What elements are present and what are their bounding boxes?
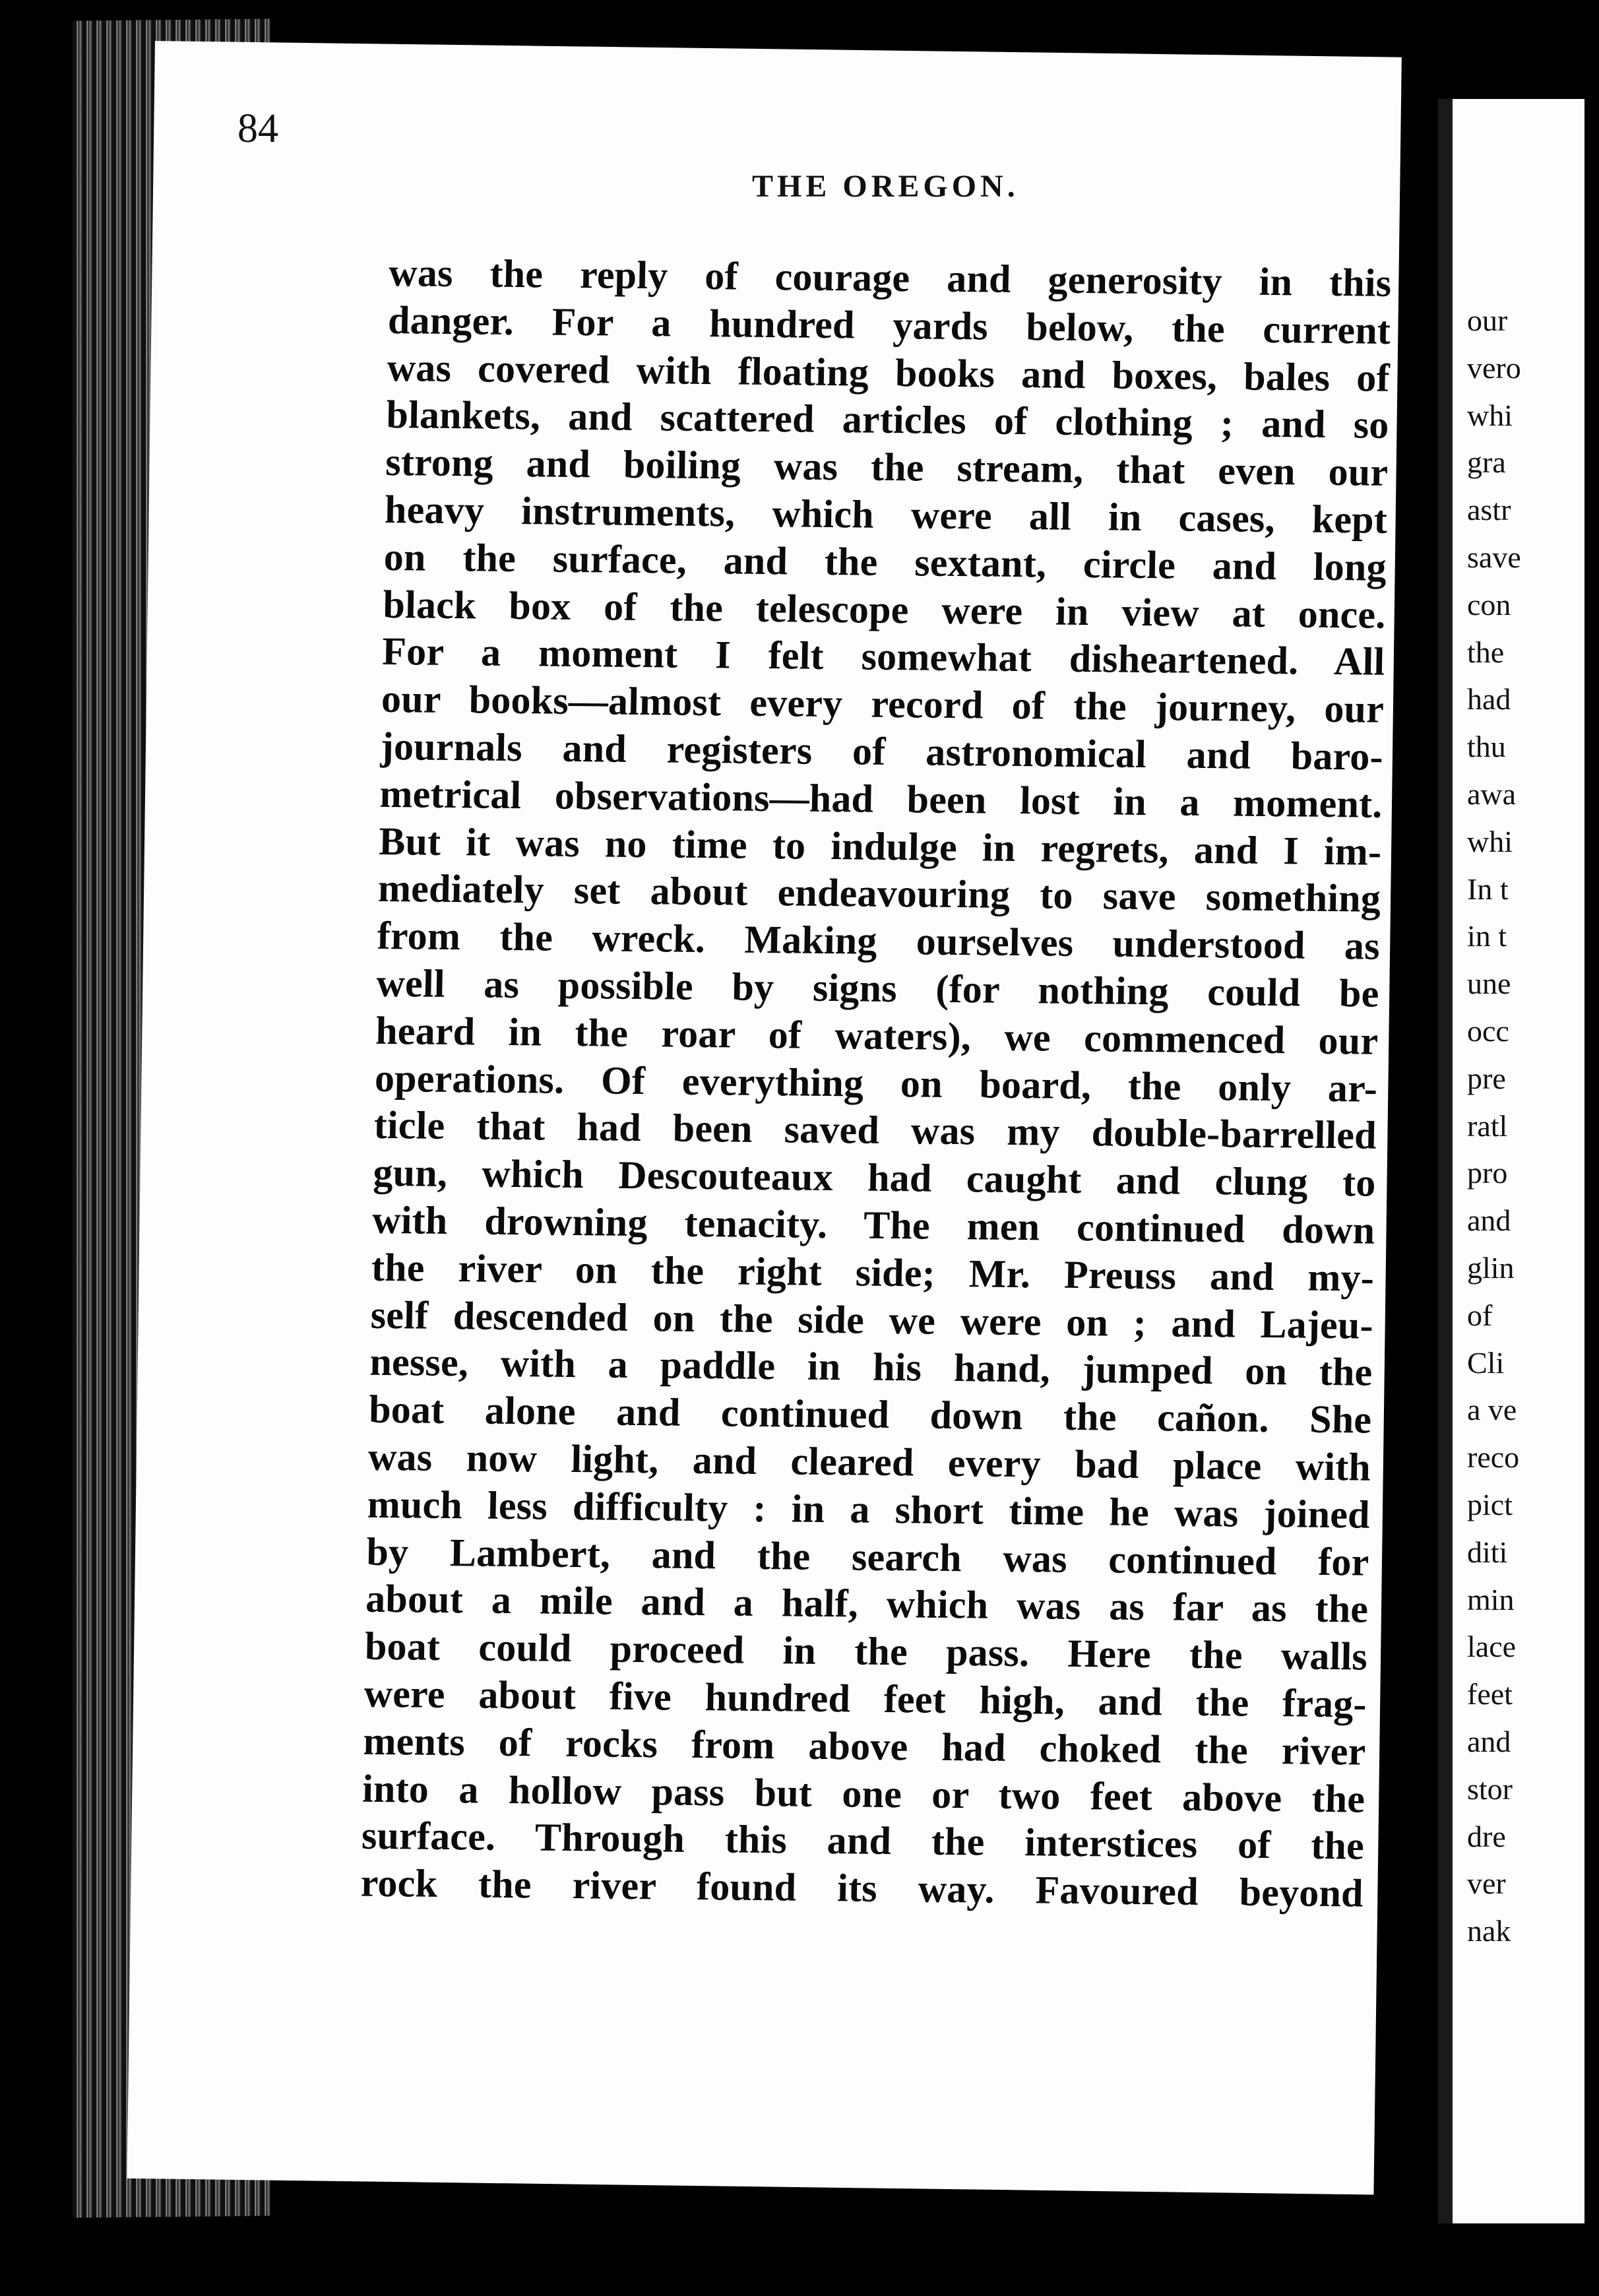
next-page-line: pict bbox=[1467, 1487, 1513, 1521]
next-page-line: gra bbox=[1467, 445, 1506, 480]
next-page-line: stor bbox=[1467, 1771, 1513, 1806]
text-line: boat alone and continued down the cañon. She bbox=[368, 1387, 1372, 1442]
next-page-line: a ve bbox=[1467, 1393, 1517, 1427]
text-line: journals and registers of astronomical and baro- bbox=[380, 724, 1384, 779]
next-page-line: occ bbox=[1467, 1013, 1509, 1048]
text-line: was the reply of courage and generosity in this bbox=[388, 250, 1392, 305]
next-page-line: astr bbox=[1467, 493, 1511, 527]
text-line: But it was no time to indulge in regrets, and I im- bbox=[378, 819, 1382, 874]
next-page-text bbox=[1467, 297, 1599, 1955]
next-page-line: vero bbox=[1467, 350, 1521, 385]
next-page-line: feet bbox=[1467, 1677, 1513, 1711]
text-line: ticle that had been saved was my double-barrelled bbox=[373, 1103, 1377, 1158]
next-page-line: and bbox=[1467, 1724, 1511, 1758]
text-line: much less difficulty : in a short time he was joined bbox=[367, 1482, 1371, 1537]
text-line: heard in the roar of waters), we commenced our bbox=[375, 1008, 1379, 1063]
text-line: ments of rocks from above had choked the river bbox=[362, 1719, 1367, 1773]
text-line: on the surface, and the sextant, circle and long bbox=[383, 534, 1387, 589]
text-line: well as possible by signs (for nothing could be bbox=[376, 961, 1380, 1015]
text-line: the river on the right side; Mr. Preuss and my- bbox=[371, 1245, 1375, 1300]
text-line: heavy instruments, which were all in cases, kept bbox=[384, 487, 1388, 542]
next-page-line: ver bbox=[1467, 1866, 1506, 1901]
next-page-line: glin bbox=[1467, 1250, 1515, 1285]
next-page-line: In t bbox=[1467, 872, 1509, 906]
next-page-line: ratl bbox=[1467, 1108, 1508, 1143]
next-page-line: awa bbox=[1467, 777, 1517, 811]
text-line: into a hollow pass but one or two feet above the bbox=[361, 1766, 1365, 1821]
text-line: surface. Through this and the interstices of the bbox=[361, 1813, 1365, 1868]
next-page-line: lace bbox=[1467, 1630, 1517, 1664]
text-line: our books—almost every record of the journey, our bbox=[381, 677, 1385, 731]
next-page-line: dre bbox=[1467, 1819, 1506, 1853]
text-line: were about five hundred feet high, and the frag- bbox=[363, 1671, 1367, 1726]
text-line: blankets, and scattered articles of clothing ; and so bbox=[386, 393, 1390, 447]
next-page-line: une bbox=[1467, 967, 1511, 1001]
text-line: operations. Of everything on board, the only ar- bbox=[374, 1056, 1378, 1110]
next-page-line: the bbox=[1467, 635, 1505, 669]
text-line: boat could proceed in the pass. Here the walls bbox=[364, 1624, 1368, 1678]
text-line: nesse, with a paddle in his hand, jumped on the bbox=[369, 1340, 1373, 1395]
text-line: metrical observations—had been lost in a moment. bbox=[379, 771, 1383, 826]
body-text bbox=[360, 249, 1392, 1917]
text-line: was now light, and cleared every bad place with bbox=[367, 1434, 1371, 1489]
text-line: about a mile and a half, which was as far as the bbox=[365, 1577, 1369, 1631]
page-number: 84 bbox=[237, 106, 278, 151]
next-page-line: Cli bbox=[1467, 1345, 1505, 1380]
text-line: black box of the telescope were in view at once. bbox=[383, 582, 1387, 637]
text-line: was covered with floating books and boxes, bales of bbox=[387, 345, 1391, 400]
running-head: THE OREGON. bbox=[752, 169, 1019, 204]
text-line: self descended on the side we were on ; and Lajeu- bbox=[370, 1292, 1374, 1347]
next-page-line: and bbox=[1467, 1203, 1511, 1238]
next-page-line: pre bbox=[1467, 1061, 1506, 1095]
next-page-line: of bbox=[1467, 1298, 1493, 1332]
next-page-line: had bbox=[1467, 682, 1511, 717]
text-line: For a moment I felt somewhat disheartened. All bbox=[381, 629, 1385, 684]
text-line: danger. For a hundred yards below, the current bbox=[387, 298, 1391, 352]
next-page-line: our bbox=[1467, 303, 1508, 337]
next-page-line: whi bbox=[1467, 824, 1513, 858]
next-page-line: whi bbox=[1467, 398, 1513, 432]
next-page-line: min bbox=[1467, 1582, 1515, 1616]
text-line: gun, which Descouteaux had caught and clung to bbox=[373, 1150, 1377, 1205]
next-page-line: pro bbox=[1467, 1156, 1508, 1190]
next-page-line: in t bbox=[1467, 919, 1507, 953]
text-line: strong and boiling was the stream, that even our bbox=[385, 440, 1389, 495]
next-page-line: diti bbox=[1467, 1535, 1508, 1569]
next-page-line: reco bbox=[1467, 1440, 1520, 1475]
next-page-line: con bbox=[1467, 587, 1511, 622]
text-line: from the wreck. Making ourselves understood as bbox=[377, 914, 1381, 968]
text-line: rock the river found its way. Favoured beyond bbox=[360, 1861, 1364, 1915]
text-line: mediately set about endeavouring to save something bbox=[377, 866, 1381, 921]
next-page-line: thu bbox=[1467, 730, 1506, 764]
text-line: by Lambert, and the search was continued for bbox=[365, 1529, 1370, 1584]
next-page-line: nak bbox=[1467, 1914, 1511, 1948]
page-header bbox=[154, 41, 1402, 176]
text-line: with drowning tenacity. The men continued down bbox=[371, 1197, 1375, 1252]
next-page-fragment bbox=[1438, 99, 1584, 2223]
next-page-line: save bbox=[1467, 540, 1521, 574]
